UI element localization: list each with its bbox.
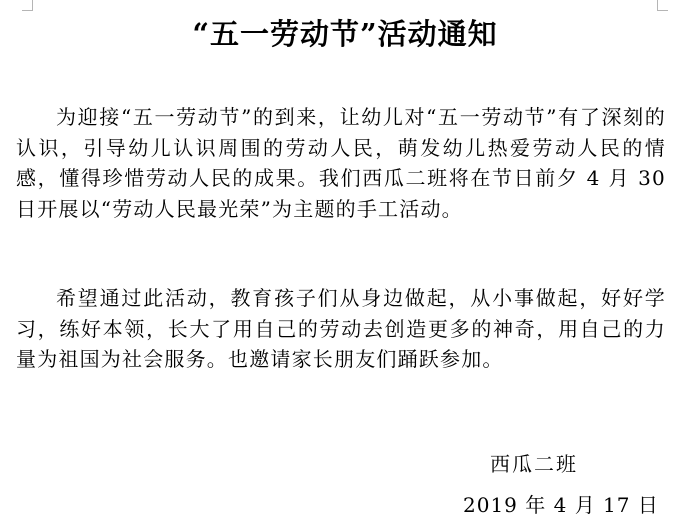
body-paragraph-1: 为迎接“五一劳动节”的到来，让幼儿对“五一劳动节”有了深刻的认识，引导幼儿认识周围的劳动人民，萌发幼儿热爱劳动人民的情感，懂得珍惜劳动人民的成果。我们西瓜二班将在节日前夕 4 月 30 日开展以“劳动人民最光荣”为主题的手工活动。 (16, 105, 666, 221)
signature: 西瓜二班 (490, 452, 578, 476)
body-paragraph-2: 希望通过此活动，教育孩子们从身边做起，从小事做起，好好学习，练好本领，长大了用自己的劳动去创造更多的神奇，用自己的力量为祖国为社会服务。也邀请家长朋友们踊跃参加。 (16, 286, 666, 371)
document-date: 2019 年 4 月 17 日 (463, 493, 659, 517)
page-corner-mark-left (22, 0, 33, 11)
document-title: “五一劳动节”活动通知 (192, 17, 498, 51)
page-corner-mark-right (657, 0, 668, 11)
